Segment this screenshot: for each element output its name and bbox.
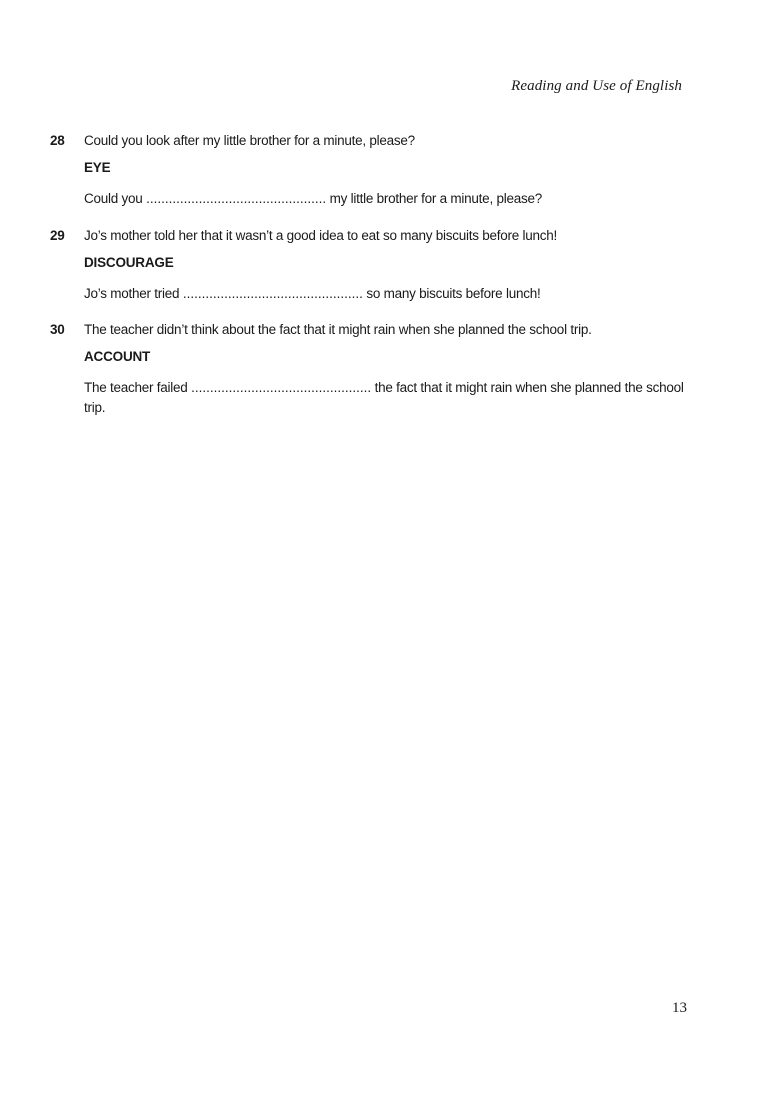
running-header: Reading and Use of English	[511, 78, 682, 94]
question-29	[50, 228, 690, 304]
answer-end: my little brother for a minute, please?	[329, 191, 542, 206]
question-number: 28	[50, 133, 65, 148]
answer-gap[interactable]: ................................................	[182, 286, 363, 301]
answer-end: so many biscuits before lunch!	[366, 286, 541, 301]
answer-gap[interactable]: ................................................	[191, 380, 372, 395]
question-number: 29	[50, 228, 65, 243]
question-30	[50, 322, 690, 418]
question-keyword: DISCOURAGE	[84, 255, 174, 270]
answer-line	[84, 284, 684, 304]
question-keyword: EYE	[84, 160, 111, 175]
question-28	[50, 133, 690, 209]
question-body	[84, 133, 690, 209]
question-keyword: ACCOUNT	[84, 349, 151, 364]
answer-line	[84, 189, 684, 209]
question-number: 30	[50, 322, 65, 337]
question-sentence: Jo’s mother told her that it wasn’t a good idea to eat so many biscuits before lunch!	[84, 228, 558, 243]
question-body	[84, 322, 690, 418]
question-body	[84, 228, 690, 304]
answer-start: Could you	[84, 191, 143, 206]
answer-line	[84, 378, 684, 418]
answer-start: Jo’s mother tried	[84, 286, 180, 301]
page-number: 13	[672, 1000, 687, 1016]
answer-start: The teacher failed	[84, 380, 188, 395]
question-sentence: Could you look after my little brother for a minute, please?	[84, 133, 415, 148]
answer-end: the fact that it might rain when she planned the school trip.	[84, 380, 684, 415]
answer-gap[interactable]: ................................................	[146, 191, 327, 206]
question-sentence: The teacher didn’t think about the fact that it might rain when she planned the school trip.	[84, 322, 592, 337]
